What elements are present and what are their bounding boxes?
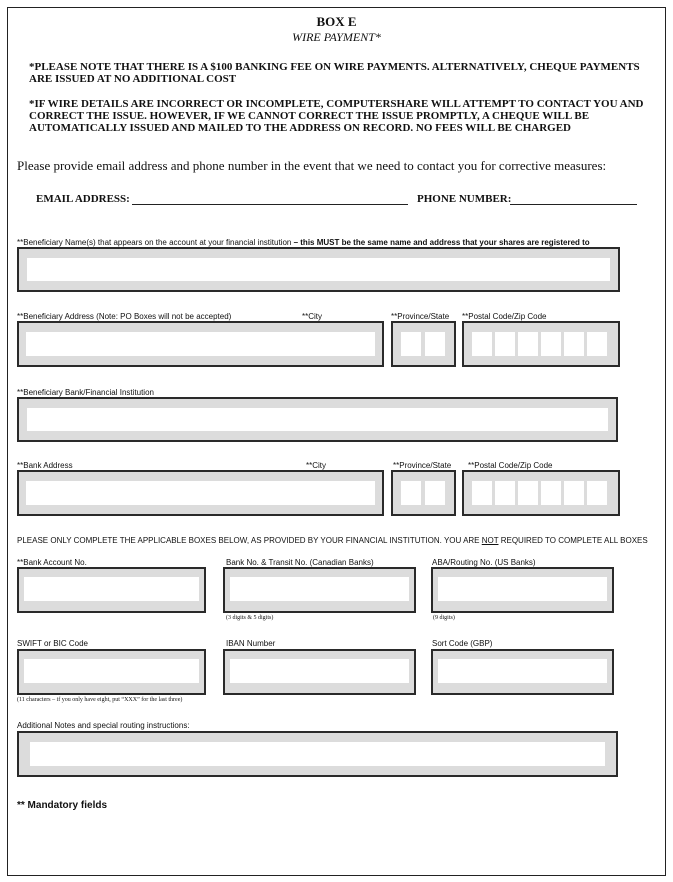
iban-label: IBAN Number [226, 639, 276, 648]
bank-address-field[interactable] [17, 470, 384, 516]
sort-code-field[interactable] [431, 649, 614, 695]
email-label: EMAIL ADDRESS: [36, 193, 130, 205]
account-no-field[interactable] [17, 567, 206, 613]
bank-postal-field[interactable] [462, 470, 620, 516]
beneficiary-address-field[interactable] [17, 321, 384, 367]
beneficiary-postal-field[interactable] [462, 321, 620, 367]
bank-postal-label: **Postal Code/Zip Code [468, 461, 553, 470]
beneficiary-province-field[interactable] [391, 321, 456, 367]
swift-label: SWIFT or BIC Code [17, 639, 88, 648]
box-title: BOX E [316, 14, 357, 29]
beneficiary-postal-label: **Postal Code/Zip Code [462, 312, 547, 321]
bank-province-field[interactable] [391, 470, 456, 516]
sort-code-label: Sort Code (GBP) [432, 639, 493, 648]
fee-notice: *PLEASE NOTE THAT THERE IS A $100 BANKING FEE ON WIRE PAYMENTS. ALTERNATIVELY, CHEQUE PAYMENTS ARE ISSUED AT NO ADDITIONAL COST [29, 61, 640, 85]
box-subtitle: WIRE PAYMENT* [292, 30, 381, 44]
contact-intro: Please provide email address and phone number in the event that we need to contact you for corrective measures: [17, 158, 607, 173]
aba-label: ABA/Routing No. (US Banks) [432, 558, 536, 567]
aba-field[interactable] [431, 567, 614, 613]
swift-field[interactable] [17, 649, 206, 695]
beneficiary-address-label: **Beneficiary Address (Note: PO Boxes will not be accepted) [17, 312, 232, 321]
beneficiary-bank-label: **Beneficiary Bank/Financial Institution [17, 388, 154, 397]
bank-address-label: **Bank Address [17, 461, 73, 470]
transit-label: Bank No. & Transit No. (Canadian Banks) [226, 558, 374, 567]
swift-hint: (11 characters – if you only have eight, put “XXX” for the last three) [17, 697, 183, 703]
incorrect-details-notice: *IF WIRE DETAILS ARE INCORRECT OR INCOMPLETE, COMPUTERSHARE WILL ATTEMPT TO CONTACT YOU AND CORRECT THE ISSUE. HOWEVER, IF WE CANNOT CORRECT THE ISSUE PROMPTLY, A CHEQUE WILL BE AUTOMATICALLY ISSUED AND MAILED TO THE ADDRESS ON RECORD. NO FEES WILL BE CHARGED [29, 98, 644, 134]
beneficiary-city-label: **City [302, 312, 323, 321]
instructions: PLEASE ONLY COMPLETE THE APPLICABLE BOXES BELOW, AS PROVIDED BY YOUR FINANCIAL INSTITUTION. YOU ARE NOT REQUIRED TO COMPLETE ALL BOXES [17, 536, 648, 545]
beneficiary-bank-field[interactable] [17, 397, 618, 442]
additional-notes-field[interactable] [17, 731, 618, 777]
beneficiary-province-label: **Province/State [391, 312, 450, 321]
transit-hint: (3 digits & 5 digits) [226, 615, 274, 621]
bank-city-label: **City [306, 461, 327, 470]
phone-label: PHONE NUMBER: [417, 193, 512, 205]
aba-hint: (9 digits) [433, 615, 455, 621]
bank-province-label: **Province/State [393, 461, 452, 470]
iban-field[interactable] [223, 649, 416, 695]
transit-field[interactable] [223, 567, 416, 613]
phone-field[interactable] [510, 204, 637, 205]
email-field[interactable] [132, 204, 408, 205]
additional-notes-label: Additional Notes and special routing instructions: [17, 721, 190, 730]
account-no-label: **Bank Account No. [17, 558, 87, 567]
beneficiary-name-label: **Beneficiary Name(s) that appears on the account at your financial institution – this MUST be the same name and address that your shares are registered to [17, 238, 590, 247]
beneficiary-name-field[interactable] [17, 247, 620, 292]
mandatory-fields-note: ** Mandatory fields [17, 800, 108, 811]
